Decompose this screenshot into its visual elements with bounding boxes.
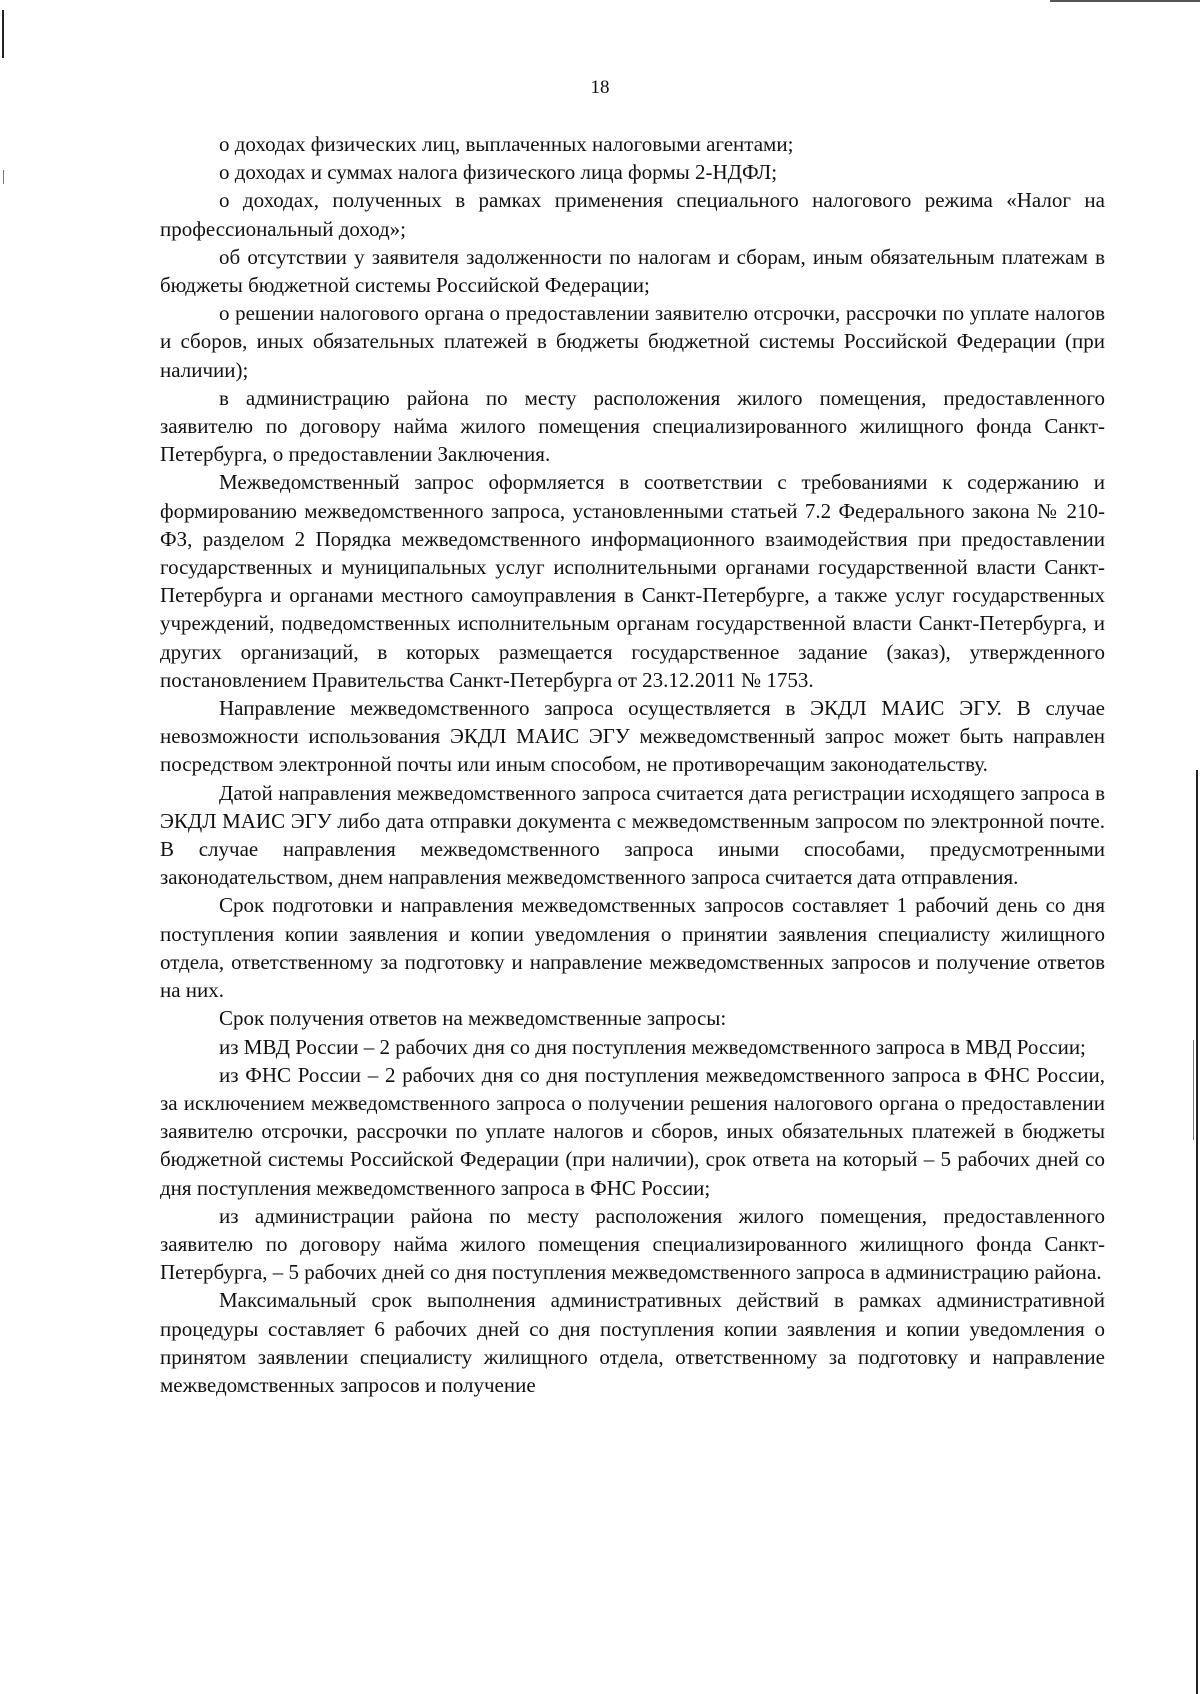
scan-artifact-left: [2, 10, 4, 58]
scan-artifact-right: [1196, 770, 1198, 1694]
scan-artifact-top: [1050, 0, 1200, 2]
scan-artifact-right-small: [1193, 1040, 1194, 1140]
paragraph: о доходах, полученных в рамках применения специального налогового режима «Налог на профессиональный доход»;: [160, 188, 1105, 241]
paragraph: об отсутствии у заявителя задолженности по налогам и сборам, иным обязательным платежам в бюджеты бюджетной системы Российской Федерации;: [160, 244, 1105, 298]
page-number: 18: [590, 77, 610, 98]
scan-artifact-left-small: [3, 170, 4, 184]
paragraph: о решении налогового органа о предоставлении заявителю отсрочки, рассрочки по уплате налогов и сборов, иных обязательных платежей в бюджеты бюджетной системы Российской Федерации (при наличии);: [160, 301, 1105, 382]
paragraph: из ФНС России – 2 рабочих дня со дня поступления межведомственного запроса в ФНС России, за исключением межведомственного запроса о получении решения налогового органа о предоставлении заявителю отсрочки, рассрочки по уплате налогов и сборов, иных обязательных платежей в бюджеты бюджетной системы Российской Федерации (при наличии), срок ответа на который – 5 рабочих дней со дня поступления межведомственного запроса в ФНС России;: [160, 1062, 1105, 1200]
paragraph: Максимальный срок выполнения административных действий в рамках административной процедуры составляет 6 рабочих дней со дня поступления копии заявления и копии уведомления о принятом заявлении специалисту жилищного отдела, ответственному за подготовку и направление межведомственных запросов и получение: [160, 1288, 1105, 1397]
paragraph: Направление межведомственного запроса осуществляется в ЭКДЛ МАИС ЭГУ. В случае невозможности использования ЭКДЛ МАИС ЭГУ межведомственный запрос может быть направлен посредством электронной почты или иным способом, не противоречащим законодательству.: [160, 696, 1105, 777]
paragraph: о доходах и суммах налога физического лица формы 2-НДФЛ;: [219, 160, 778, 185]
document-body: [160, 130, 1105, 1399]
paragraph: Срок подготовки и направления межведомственных запросов составляет 1 рабочий день со дня поступления копии заявления и копии уведомления о принятии заявления специалисту жилищного отдела, ответственному за подготовку и направление межведомственных запросов и получение ответов на них.: [160, 893, 1105, 1003]
paragraph: о доходах физических лиц, выплаченных налоговыми агентами;: [219, 132, 794, 156]
paragraph: Срок получения ответов на межведомственные запросы:: [219, 1006, 727, 1031]
paragraph: Межведомственный запрос оформляется в соответствии с требованиями к содержанию и формированию межведомственного запроса, установленными статьей 7.2 Федерального закона № 210-ФЗ, разделом 2 Порядка межведомственного информационного взаимодействия при предоставлении государственных и муниципальных услуг исполнительными органами государственной власти Санкт-Петербурга и органами местного самоуправления в Санкт-Петербурге, а также услуг государственных учреждений, подведомственных исполнительным органам государственной власти Санкт-Петербурга, и других организаций, в которых размещается государственное задание (заказ), утвержденного постановлением Правительства Санкт-Петербурга от 23.12.2011 № 1753.: [160, 470, 1105, 692]
paragraph: из администрации района по месту расположения жилого помещения, предоставленного заявителю по договору найма жилого помещения специализированного жилищного фонда Санкт-Петербурга, – 5 рабочих дней со дня поступления межведомственного запроса в администрацию района.: [160, 1203, 1105, 1285]
paragraph: из МВД России – 2 рабочих дня со дня поступления межведомственного запроса в МВД России;: [219, 1034, 1086, 1059]
paragraph: в администрацию района по месту расположения жилого помещения, предоставленного заявителю по договору найма жилого помещения специализированного жилищного фонда Санкт-Петербурга, о предоставлении Заключения.: [160, 385, 1105, 467]
paragraph: Датой направления межведомственного запроса считается дата регистрации исходящего запроса в ЭКДЛ МАИС ЭГУ либо дата отправки документа с межведомственным запросом по электронной почте. В случае направления межведомственного запроса иными способами, предусмотренными законодательством, днем направления межведомственного запроса считается дата отправления.: [160, 780, 1105, 890]
